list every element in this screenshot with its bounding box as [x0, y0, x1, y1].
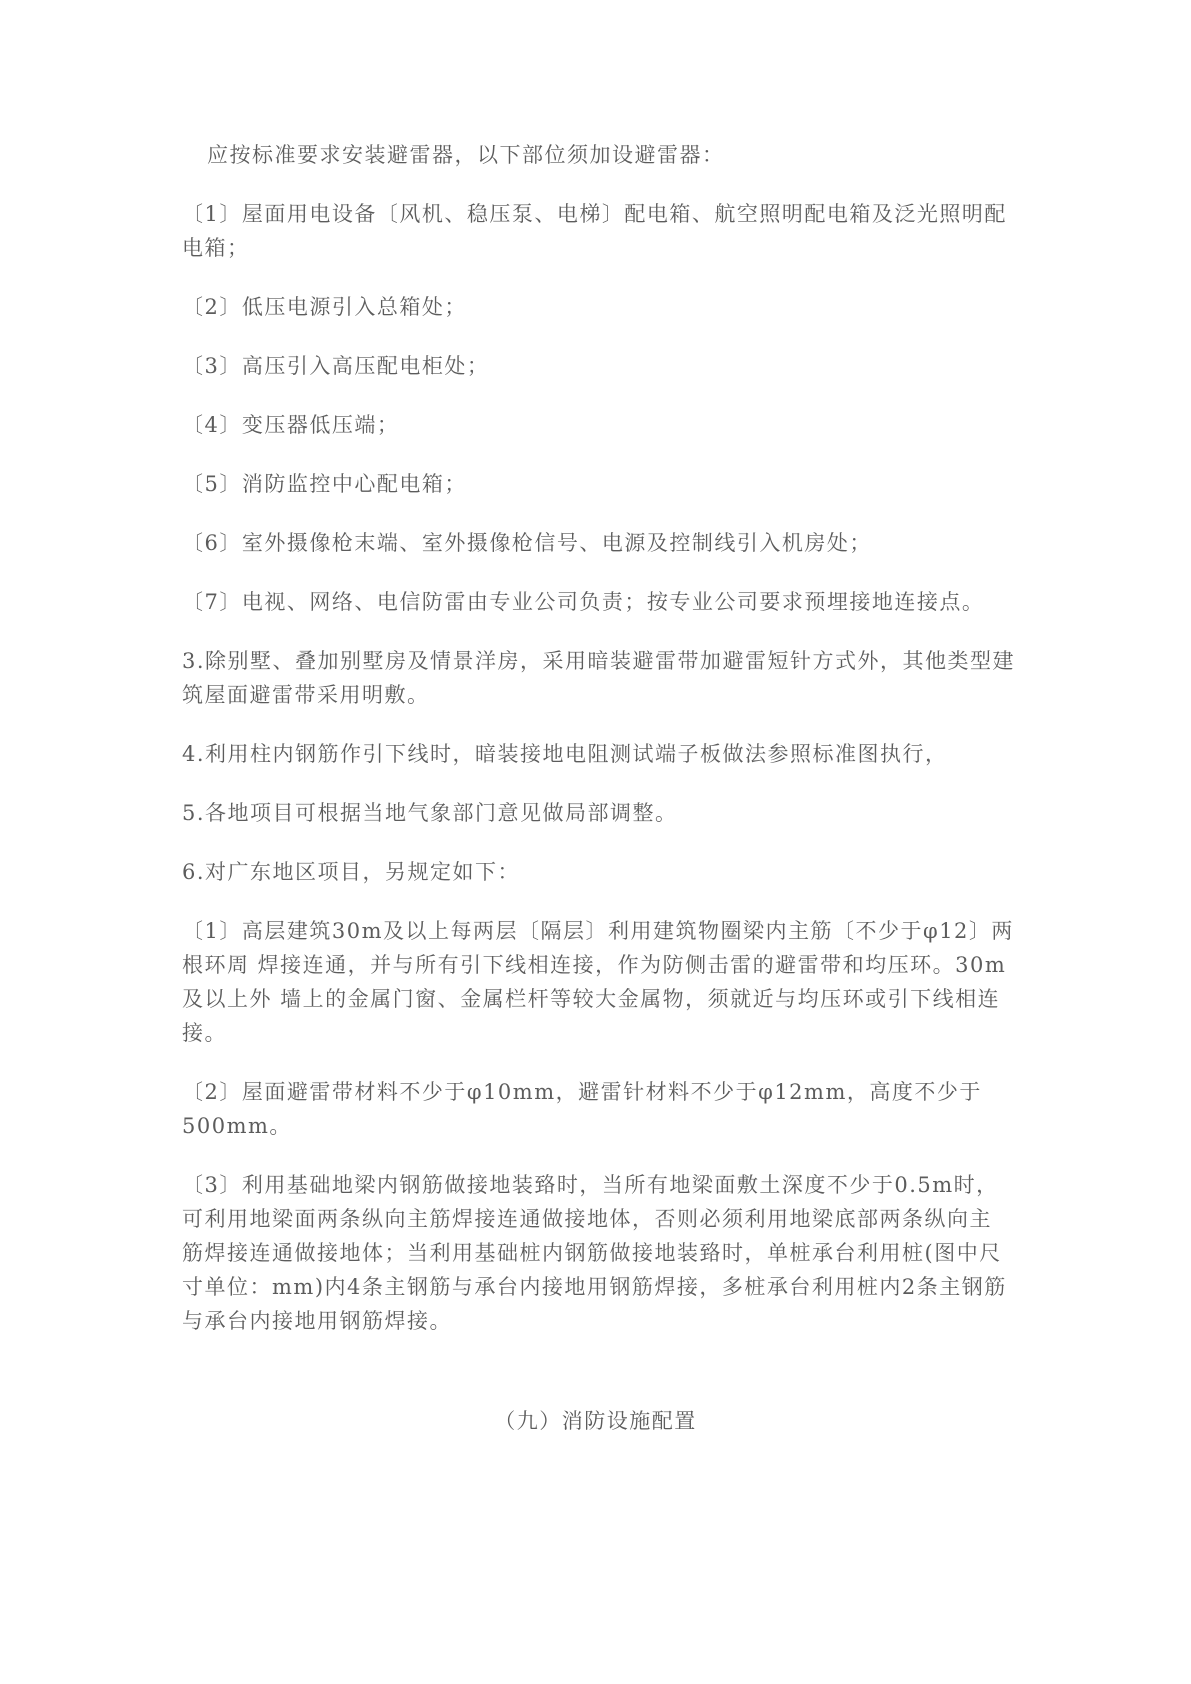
paragraph-rule-4: 4.利用柱内钢筋作引下线时，暗装接地电阻测试端子板做法参照标准图执行， — [182, 742, 948, 766]
paragraph-item-4: 〔4〕变压器低压端； — [182, 413, 400, 437]
document-body — [182, 138, 1017, 1363]
paragraph-item-5: 〔5〕消防监控中心配电箱； — [182, 472, 467, 496]
paragraph-guangdong-1: 〔1〕高层建筑30m及以上每两层〔隔层〕利用建筑物圈梁内主筋〔不少于φ12〕两根环周 焊接连通，并与所有引下线相连接，作为防侧击雷的避雷带和均压环。30m及以上外 墙上的金属门窗、金属栏杆等较大金属物，须就近与均压环或引下线相连接。 — [182, 919, 1014, 1045]
paragraph-item-7: 〔7〕电视、网络、电信防雷由专业公司负责；按专业公司要求预埋接地连接点。 — [182, 590, 985, 614]
paragraph-item-1: 〔1〕屋面用电设备〔风机、稳压泵、电梯〕配电箱、航空照明配电箱及泛光照明配电箱； — [182, 202, 1007, 260]
paragraph-item-3: 〔3〕高压引入高压配电柜处； — [182, 354, 490, 378]
paragraph-rule-5: 5.各地项目可根据当地气象部门意见做局部调整。 — [182, 801, 678, 825]
paragraph-intro: 应按标准要求安装避雷器，以下部位须加设避雷器： — [207, 143, 725, 167]
paragraph-guangdong-3: 〔3〕利用基础地梁内钢筋做接地装臵时，当所有地梁面敷土深度不少于0.5m时，可利用地梁面两条纵向主筋焊接连通做接地体，否则必须利用地梁底部两条纵向主 筋焊接连通做接地体；当利用基础桩内钢筋做接地装臵时，单桩承台利用桩(图中尺寸单位：mm)内4条主钢筋与承台内接地用钢筋焊接，多桩承台利用桩内2条主钢筋与承台内接地用钢筋焊接。 — [182, 1173, 1007, 1333]
paragraph-rule-6: 6.对广东地区项目，另规定如下： — [182, 860, 521, 884]
section-heading: （九）消防设施配置 — [494, 1409, 697, 1433]
paragraph-guangdong-2: 〔2〕屋面避雷带材料不少于φ10mm，避雷针材料不少于φ12mm，高度不少于500mm。 — [182, 1080, 982, 1138]
paragraph-item-6: 〔6〕室外摄像枪末端、室外摄像枪信号、电源及控制线引入机房处； — [182, 531, 872, 555]
paragraph-rule-3: 3.除别墅、叠加别墅房及情景洋房，采用暗装避雷带加避雷短针方式外，其他类型建筑屋面避雷带采用明敷。 — [182, 649, 1016, 707]
paragraph-item-2: 〔2〕低压电源引入总箱处； — [182, 295, 467, 319]
